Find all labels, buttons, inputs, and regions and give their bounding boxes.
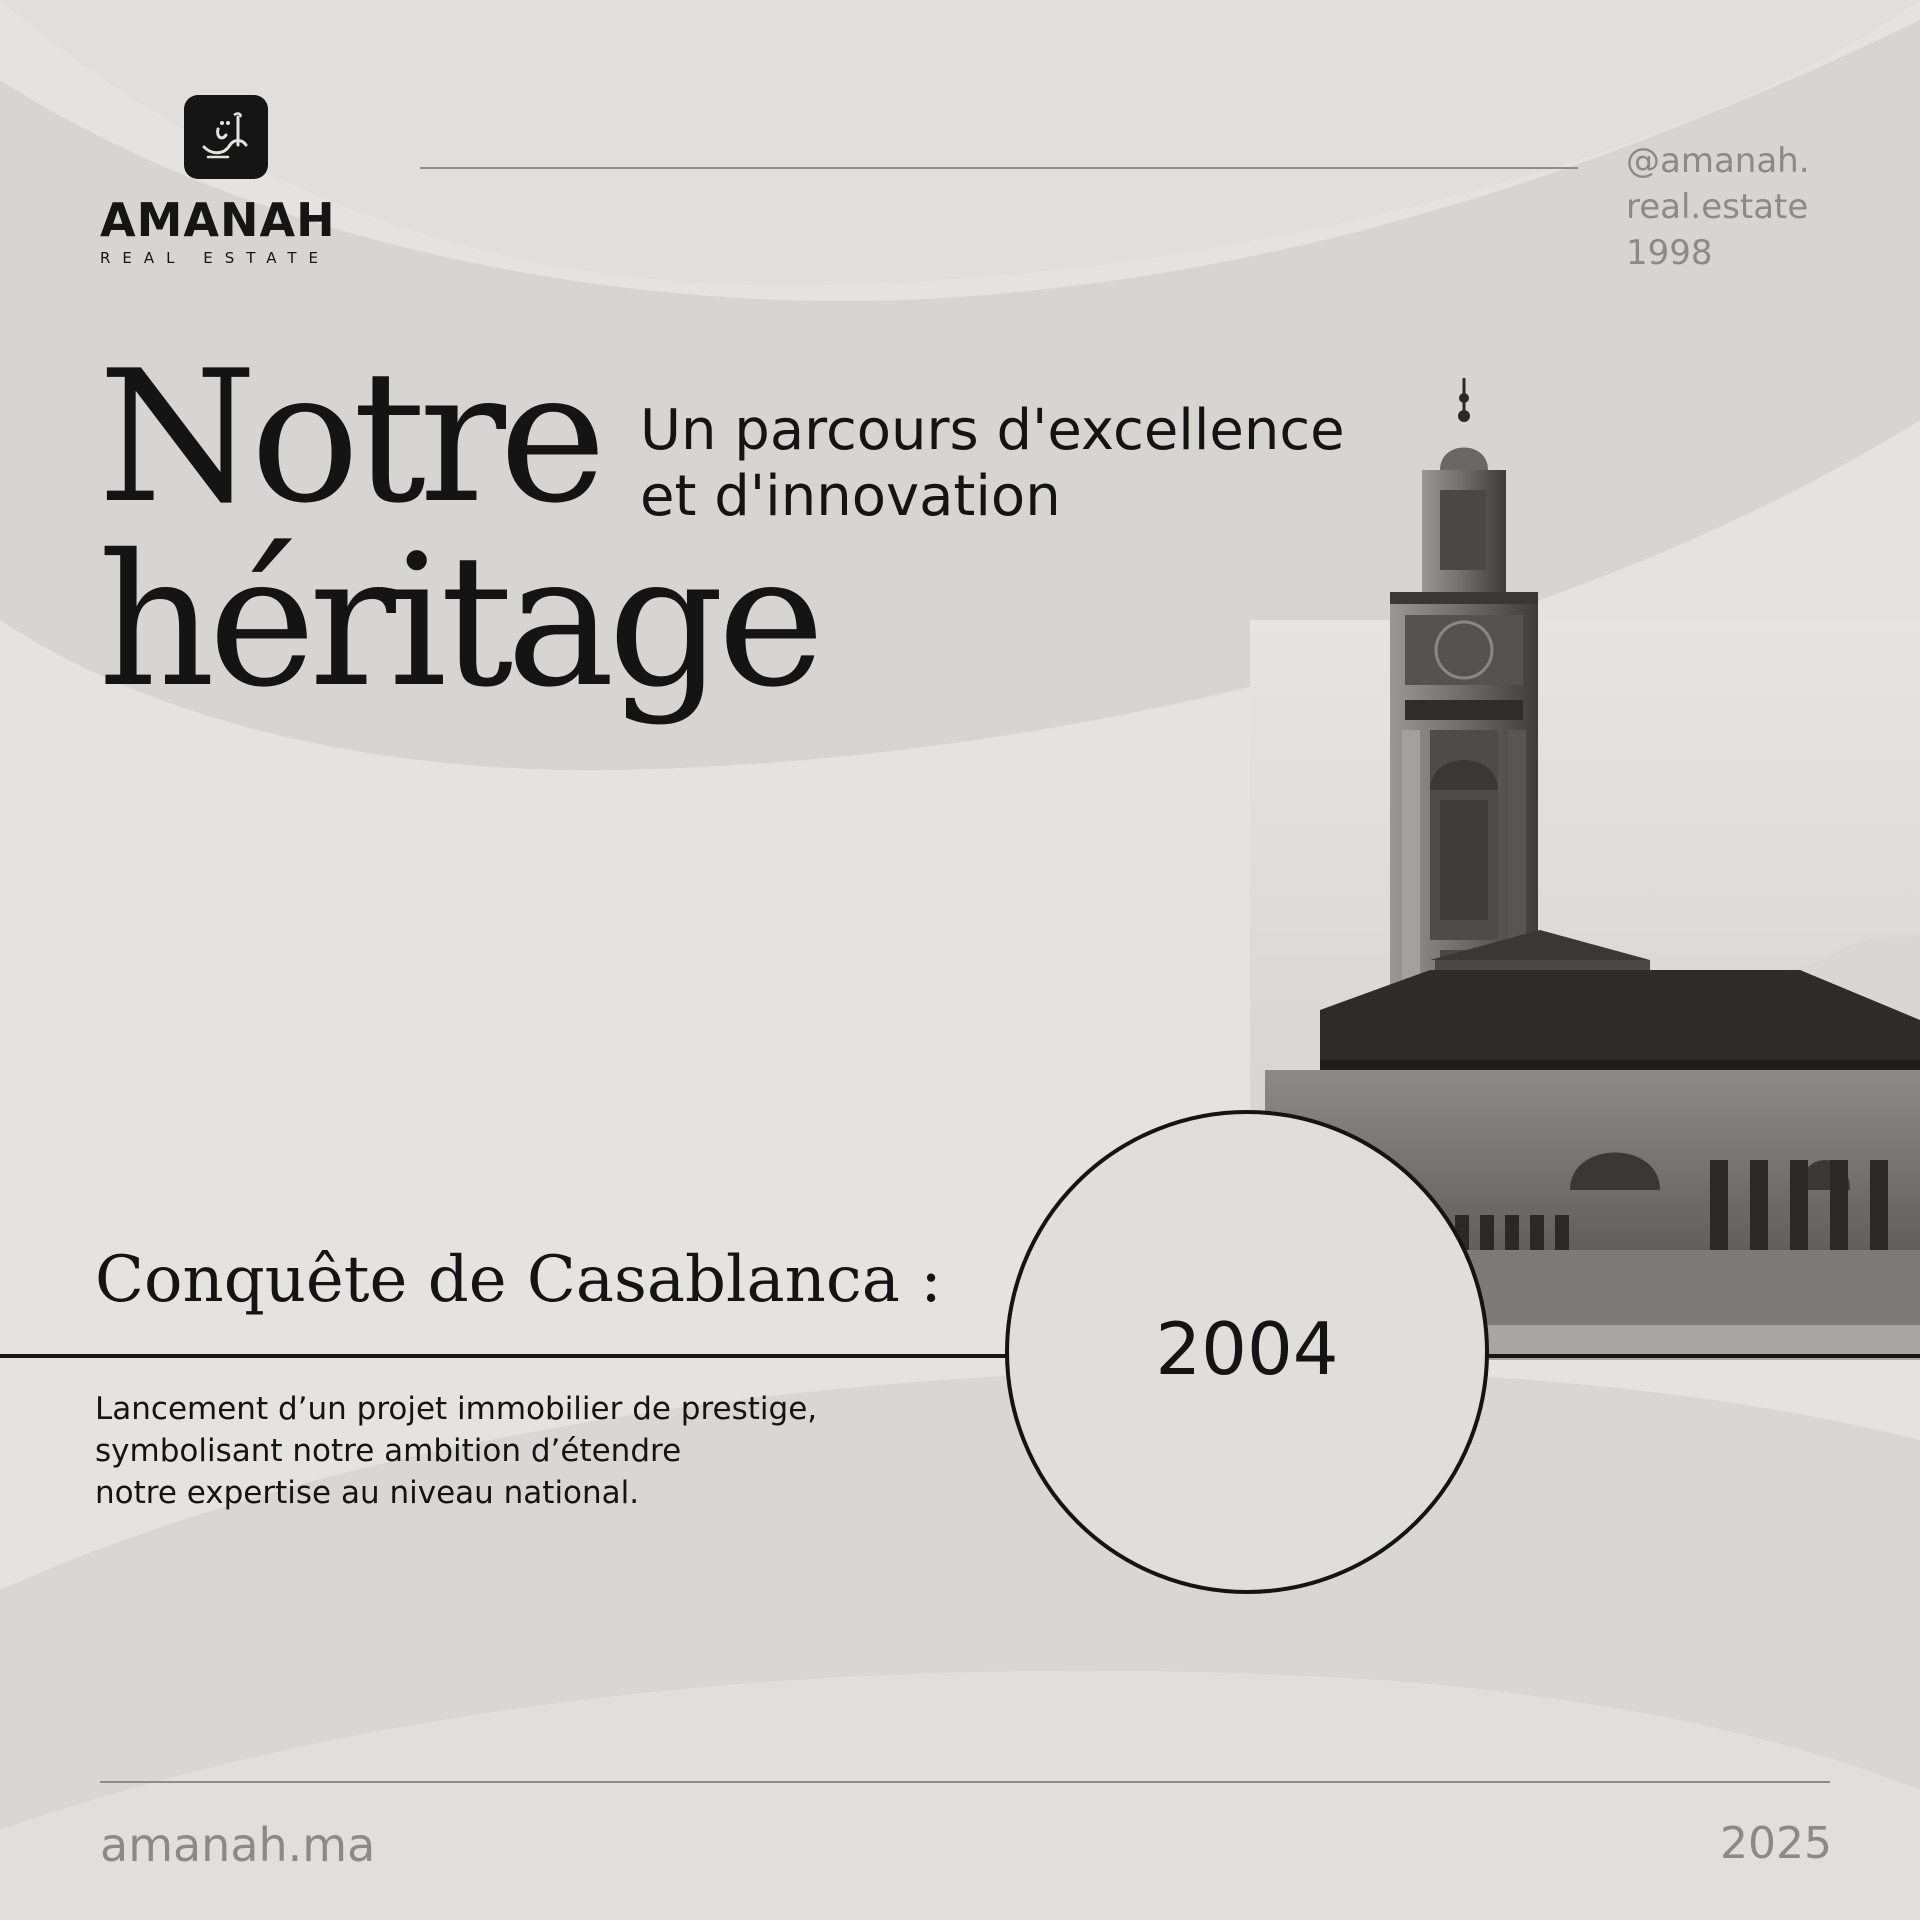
brand-logo [100, 95, 360, 267]
description-line: notre expertise au niveau national. [95, 1475, 640, 1511]
handle-line: @amanah. [1626, 141, 1810, 181]
timeline-line [0, 1354, 1920, 1358]
bottom-divider [100, 1781, 1830, 1783]
milestone-year: 2004 [1155, 1307, 1339, 1391]
footer-year: 2025 [1720, 1818, 1832, 1869]
description-line: symbolisant notre ambition d’étendre [95, 1433, 682, 1469]
subtitle-line: et d'innovation [640, 464, 1061, 529]
handle-line: 1998 [1626, 233, 1713, 273]
handle-line: real.estate [1626, 187, 1809, 227]
top-divider [420, 167, 1578, 169]
brand-tagline: REAL ESTATE [100, 249, 331, 267]
milestone-description [95, 1388, 817, 1514]
title-line: héritage [98, 515, 818, 727]
year-circle [1005, 1110, 1489, 1594]
brand-name: AMANAH [100, 193, 336, 247]
title-line: Notre [98, 331, 600, 543]
website-link[interactable]: amanah.ma [100, 1818, 376, 1872]
subtitle-line: Un parcours d'excellence [640, 398, 1345, 463]
arabic-calligraphy-logo-icon [184, 95, 268, 179]
description-line: Lancement d’un projet immobilier de prestige, [95, 1391, 818, 1427]
milestone-title: Conquête de Casablanca : [95, 1243, 942, 1317]
page-subtitle [640, 398, 1345, 530]
social-handle [1626, 138, 1810, 276]
